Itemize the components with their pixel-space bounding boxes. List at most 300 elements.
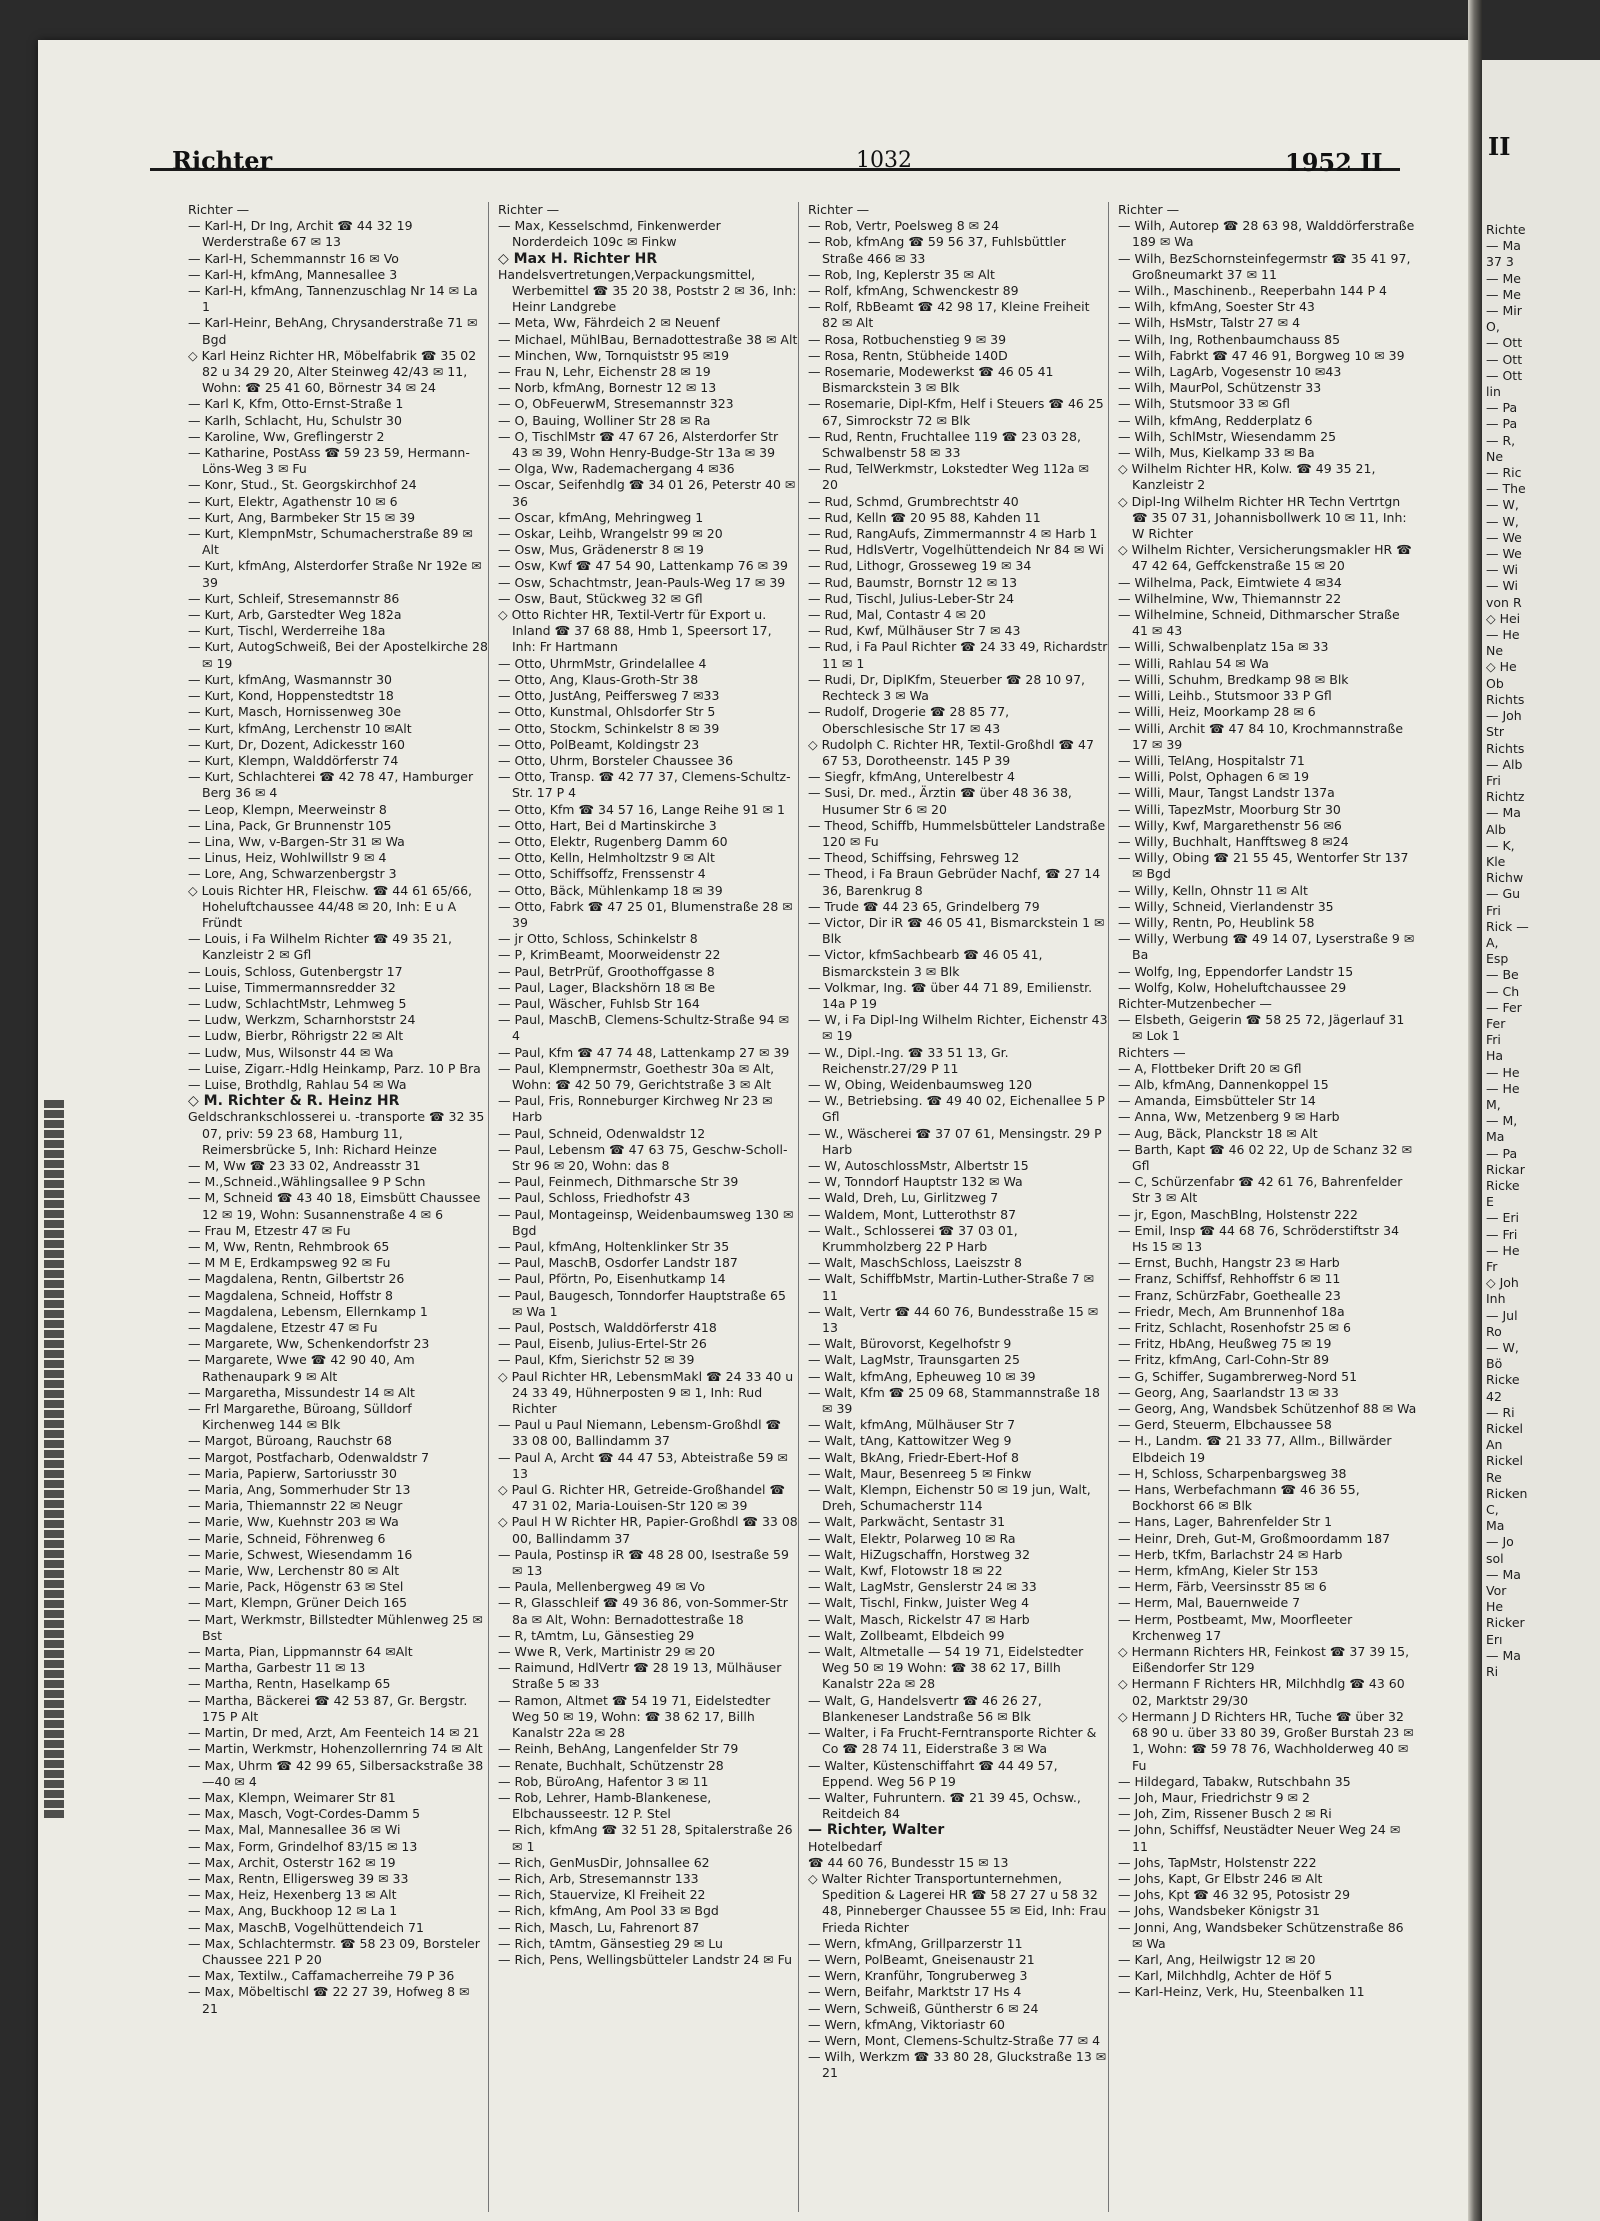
directory-entry: — Paul, Eisenb, Julius-Ertel-Str 26: [498, 1336, 707, 1352]
directory-entry: — Marie, Ww, Kuehnstr 203 ✉ Wa: [188, 1514, 399, 1530]
directory-entry: — Johs, Wandsbeker Königstr 31: [1118, 1903, 1320, 1919]
directory-entry: — Maria, Papierw, Sartoriusstr 30: [188, 1465, 397, 1481]
directory-entry: — Wilh, Fabrkt ☎ 47 46 91, Borgweg 10 ✉ 39: [1118, 347, 1405, 363]
column-head: Richter —: [808, 202, 870, 217]
directory-entry: — Wilh, Mus, Kielkamp 33 ✉ Ba: [1118, 445, 1315, 461]
directory-entry: — Otto, Kunstmal, Ohlsdorfer Str 5: [498, 704, 716, 720]
directory-entry: — Paul, kfmAng, Holtenklinker Str 35: [498, 1239, 730, 1254]
facing-page-edge: [1482, 60, 1600, 2221]
directory-entry: — Paul, Baugesch, Tonndorfer Hauptstraße 65 ✉ Wa 1: [498, 1287, 786, 1319]
facing-page-line: Alb: [1486, 821, 1506, 837]
directory-entry: — Wolfg, Ing, Eppendorfer Landstr 15: [1118, 963, 1354, 979]
directory-entry: — Paul, Schneid, Odenwaldstr 12: [498, 1125, 706, 1141]
directory-entry: — Walt, Masch, Rickelstr 47 ✉ Harb: [808, 1611, 1030, 1627]
page-year: 1952 II: [1285, 148, 1383, 177]
directory-entry: — Wwe R, Verk, Martinistr 29 ✉ 20: [498, 1644, 716, 1660]
directory-entry: — Meta, Ww, Fährdeich 2 ✉ Neuenf: [498, 315, 720, 331]
directory-entry: — John, Schiffsf, Neustädter Neuer Weg 24 ✉ 11: [1118, 1822, 1401, 1854]
directory-entry: — Rich, Masch, Lu, Fahrenort 87: [498, 1919, 700, 1935]
directory-entry: — Amanda, Eimsbütteler Str 14: [1118, 1093, 1316, 1109]
column-4: [1118, 202, 1418, 2212]
directory-entry: ◇ Hermann J D Richters HR, Tuche ☎ über 32 68 90 u. über 33 80 39, Großer Burstah 23 ✉ 1, Wohn: ☎ 59 78 76, Wachholderweg 40 ✉ Fu: [1118, 1708, 1414, 1773]
facing-page-line: — Ch: [1486, 983, 1520, 999]
directory-entry: — Emil, Insp ☎ 44 68 76, Schröderstiftstr 34 Hs 15 ✉ 13: [1118, 1222, 1400, 1254]
directory-entry: — Karl-Heinr, BehAng, Chrysanderstraße 71 ✉ Bgd: [188, 315, 478, 347]
directory-entry: ◇ Rudolph C. Richter HR, Textil-Großhdl ☎ 47 67 53, Dorotheenstr. 145 P 39: [808, 736, 1094, 768]
directory-entry: — Kurt, kfmAng, Lerchenstr 10 ✉Alt: [188, 720, 412, 736]
column-head: Richter —: [188, 202, 250, 217]
directory-entry: — W, AutoschlossMstr, Albertstr 15: [808, 1157, 1029, 1173]
directory-entry: — Frau N, Lehr, Eichenstr 28 ✉ 19: [498, 364, 711, 380]
directory-entry: — Rich, Arb, Stresemannstr 133: [498, 1870, 699, 1886]
facing-page-line: Ricken: [1486, 1485, 1528, 1501]
directory-entry: — Karl-Heinz, Verk, Hu, Steenbalken 11: [1118, 1984, 1365, 2000]
directory-entry: — Magdalena, Rentn, Gilbertstr 26: [188, 1271, 405, 1287]
directory-entry: — Willi, Polst, Ophagen 6 ✉ 19: [1118, 769, 1310, 785]
directory-entry: — Walt, HiZugschaffn, Horstweg 32: [808, 1546, 1031, 1562]
directory-entry: — Rosa, Rotbuchenstieg 9 ✉ 39: [808, 331, 1007, 347]
directory-entry: — Luise, Zigarr.-Hdlg Heinkamp, Parz. 10 P Bra: [188, 1060, 481, 1076]
directory-entry: — Willy, Kelln, Ohnstr 11 ✉ Alt: [1118, 882, 1308, 898]
facing-page-line: — Be: [1486, 967, 1519, 983]
directory-entry: — Victor, Dir iR ☎ 46 05 41, Bismarckstein 1 ✉ Blk: [808, 914, 1105, 947]
directory-entry: — Herm, kfmAng, Kieler Str 153: [1118, 1563, 1319, 1579]
directory-entry: — W, i Fa Dipl-Ing Wilhelm Richter, Eichenstr 43 ✉ 19: [808, 1012, 1108, 1044]
directory-entry: — Max, Klempn, Weimarer Str 81: [188, 1789, 396, 1805]
directory-entry: — Ludw, SchlachtMstr, Lehmweg 5: [188, 995, 407, 1011]
directory-entry: — Wolfg, Kolw, Hoheluftchaussee 29: [1118, 979, 1347, 995]
page-header: [150, 112, 1400, 177]
directory-entry: — jr, Egon, MaschBlng, Holstenstr 222: [1118, 1206, 1358, 1222]
directory-entry: Handelsvertretungen,Verpackungsmittel, Werbemittel ☎ 35 20 38, Poststr 2 ✉ 36, Inh: Heinr Landgrebe: [498, 266, 797, 315]
directory-entry: — Margot, Postfacharb, Odenwaldstr 7: [188, 1449, 430, 1465]
directory-entry: — Wilh, HsMstr, Talstr 27 ✉ 4: [1118, 315, 1301, 331]
directory-entry: — Oscar, Seifenhdlg ☎ 34 01 26, Peterstr 40 ✉ 36: [498, 477, 796, 509]
directory-entry: — Oscar, kfmAng, Mehringweg 1: [498, 509, 704, 525]
directory-entry: — Heinr, Dreh, Gut-M, Großmoordamm 187: [1118, 1530, 1391, 1546]
directory-entry: — O, ObFeuerwM, Stresemannstr 323: [498, 396, 734, 412]
facing-page-line: von R: [1486, 594, 1522, 610]
directory-entry: — Walt, Vertr ☎ 44 60 76, Bundesstraße 15 ✉ 13: [808, 1303, 1099, 1336]
directory-entry: — Paul A, Archt ☎ 44 47 53, Abteistraße 59 ✉ 13: [498, 1449, 788, 1481]
directory-entry: — jr Otto, Schloss, Schinkelstr 8: [498, 931, 698, 947]
directory-entry: — Oskar, Leihb, Wrangelstr 99 ✉ 20: [498, 526, 723, 542]
directory-entry: — Minchen, Ww, Tornquiststr 95 ✉19: [498, 347, 730, 363]
directory-entry: — Kurt, KlempnMstr, Schumacherstraße 89 ✉ Alt: [188, 526, 473, 558]
directory-entry: ◇ Wilhelm Richter HR, Kolw. ☎ 49 35 21, Kanzleistr 2: [1118, 461, 1376, 493]
directory-entry: — Kurt, Tischl, Werderreihe 18a: [188, 623, 386, 639]
facing-page-line: 37 3: [1486, 254, 1514, 270]
facing-page-line: — Ott: [1486, 367, 1523, 383]
facing-page-line: Ricke: [1486, 1177, 1520, 1193]
directory-entry: — Hildegard, Tabakw, Rutschbahn 35: [1118, 1773, 1351, 1789]
directory-entry: — Georg, Ang, Saarlandstr 13 ✉ 33: [1118, 1384, 1339, 1400]
directory-entry: — W., Betriebsing. ☎ 49 40 02, Eichenallee 5 P Gfl: [808, 1093, 1105, 1125]
directory-entry: — Kurt, Kond, Hoppenstedtstr 18: [188, 688, 394, 704]
facing-page-line: — Ri: [1486, 1404, 1515, 1420]
directory-entry: — Paul, Postsch, Walddörferstr 418: [498, 1320, 717, 1336]
directory-entry: — Paul, Fris, Ronneburger Kirchweg Nr 23 ✉ Harb: [498, 1093, 773, 1125]
facing-page-line: — Alb: [1486, 756, 1523, 772]
directory-entry: — Siegfr, kfmAng, Unterelbestr 4: [808, 769, 1015, 785]
directory-entry: — Paul, Klempnermstr, Goethestr 30a ✉ Alt, Wohn: ☎ 42 50 79, Gerichtstraße 3 ✉ Alt: [498, 1060, 775, 1092]
facing-page-line: — Ma: [1486, 805, 1521, 821]
directory-entry: — W., Wäscherei ☎ 37 07 61, Mensingstr. 29 P Harb: [808, 1125, 1102, 1157]
directory-entry: — Walter, i Fa Frucht-Ferntransporte Richter & Co ☎ 28 74 11, Eiderstraße 3 ✉ Wa: [808, 1725, 1097, 1757]
directory-entry: — Otto, Fabrk ☎ 47 25 01, Blumenstraße 28 ✉ 39: [498, 898, 793, 930]
directory-entry: — Max, Heiz, Hexenberg 13 ✉ Alt: [188, 1887, 397, 1903]
facing-page-line: Erı: [1486, 1631, 1503, 1647]
facing-page-line: — Joh: [1486, 708, 1522, 724]
directory-entry: — Otto, Stockm, Schinkelstr 8 ✉ 39: [498, 720, 720, 736]
directory-entry: — Otto, Kelln, Helmholtzstr 9 ✉ Alt: [498, 850, 715, 866]
directory-entry: — Otto, JustAng, Peiffersweg 7 ✉33: [498, 688, 720, 704]
directory-entry: ◇ Walter Richter Transportunternehmen, Spedition & Lagerei HR ☎ 58 27 27 u 58 32 48, Pinneberger Chaussee 55 ✉ Eid, Inh: Frau Frieda Richter: [808, 1870, 1107, 1935]
facing-page-line: M,: [1486, 1096, 1501, 1112]
directory-entry: — Rud, Baumstr, Bornstr 12 ✉ 13: [808, 574, 1018, 590]
facing-page-line: — Me: [1486, 270, 1521, 286]
directory-entry: Hotelbedarf: [808, 1838, 882, 1854]
directory-entry: — Otto, Uhrm, Borsteler Chaussee 36: [498, 752, 734, 768]
directory-entry: — Martha, Rentn, Haselkamp 65: [188, 1676, 391, 1692]
directory-entry: — W, Tonndorf Hauptstr 132 ✉ Wa: [808, 1174, 1023, 1190]
column-head: Richter —: [498, 202, 560, 217]
directory-entry: — Ernst, Buchh, Hangstr 23 ✉ Harb: [1118, 1255, 1340, 1271]
facing-page-column: [1486, 222, 1596, 1680]
facing-page-line: — Eri: [1486, 1210, 1519, 1226]
directory-entry: — Paul, Montageinsp, Weidenbaumsweg 130 ✉ Bgd: [498, 1206, 794, 1238]
directory-entry: — Ludw, Werkzm, Scharnhorststr 24: [188, 1012, 416, 1028]
directory-entry: — Margarete, Wwe ☎ 42 90 40, Am Rathenaupark 9 ✉ Alt: [188, 1352, 415, 1384]
facing-page-line: — W,: [1486, 513, 1519, 529]
facing-page-line: — We: [1486, 546, 1522, 562]
directory-entry: — Lore, Ang, Schwarzenbergstr 3: [188, 866, 397, 882]
directory-entry: — Rud, Lithogr, Grosseweg 19 ✉ 34: [808, 558, 1032, 574]
directory-entry: — Karl-H, kfmAng, Tannenzuschlag Nr 14 ✉ La 1: [188, 283, 478, 315]
directory-entry: — Wilhelmine, Schneid, Dithmarscher Straße 41 ✉ 43: [1118, 607, 1400, 639]
directory-entry: — Paul, Schloss, Friedhofstr 43: [498, 1190, 691, 1206]
directory-entry: — Wern, kfmAng, Viktoriastr 60: [808, 2016, 1005, 2032]
facing-page-line: Richts: [1486, 740, 1525, 756]
directory-entry: — Herb, tKfm, Barlachstr 24 ✉ Harb: [1118, 1546, 1343, 1562]
directory-entry: — G, Schiffer, Sugambrerweg-Nord 51: [1118, 1368, 1358, 1384]
directory-entry: — Kurt, Masch, Hornissenweg 30e: [188, 704, 402, 720]
directory-entry: — Marie, Schneid, Föhrenweg 6: [188, 1530, 386, 1546]
directory-entry: — Otto, Bäck, Mühlenkamp 18 ✉ 39: [498, 882, 723, 898]
directory-entry: — Rolf, RbBeamt ☎ 42 98 17, Kleine Freiheit 82 ✉ Alt: [808, 299, 1090, 331]
column-2: [498, 202, 799, 2212]
directory-entry: — Otto, Ang, Klaus-Groth-Str 38: [498, 671, 699, 687]
facing-page-line: — Gu: [1486, 886, 1521, 902]
facing-page-line: Richtz: [1486, 789, 1525, 805]
directory-entry: — Wilh, SchlMstr, Wiesendamm 25: [1118, 428, 1337, 444]
directory-entry: — Paul u Paul Niemann, Lebensm-Großhdl ☎ 33 08 00, Ballindamm 37: [498, 1417, 782, 1449]
directory-entry: — Max, Textilw., Caffamacherreihe 79 P 36: [188, 1968, 455, 1984]
directory-entry: — Olga, Ww, Rademachergang 4 ✉36: [498, 461, 735, 477]
directory-entry: — H, Schloss, Scharpenbargsweg 38: [1118, 1465, 1347, 1481]
directory-entry: ◇ Paul G. Richter HR, Getreide-Großhandel ☎ 47 31 02, Maria-Louisen-Str 120 ✉ 39: [498, 1482, 786, 1514]
directory-entry: — Kurt, kfmAng, Wasmannstr 30: [188, 671, 392, 687]
directory-entry: — Walt., Schlosserei ☎ 37 03 01, Krummholzberg 22 P Harb: [808, 1222, 1018, 1254]
directory-entry: — Kurt, Elektr, Agathenstr 10 ✉ 6: [188, 493, 398, 509]
directory-entry: — Willy, Buchhalt, Hanfftsweg 8 ✉24: [1118, 833, 1349, 849]
directory-entry: — Walt, Altmetalle — 54 19 71, Eidelstedter Weg 50 ✉ 19 Wohn: ☎ 38 62 17, Billh Kanalstr 22a ✉ 28: [808, 1644, 1084, 1692]
directory-entry: — Wilh, Autorep ☎ 28 63 98, Walddörferstraße 189 ✉ Wa: [1118, 218, 1415, 250]
directory-entry: — Osw, Kwf ☎ 47 54 90, Lattenkamp 76 ✉ 39: [498, 558, 788, 574]
directory-entry: — W, Obing, Weidenbaumsweg 120: [808, 1076, 1033, 1092]
directory-entry: — Kurt, Klempn, Walddörferstr 74: [188, 752, 399, 768]
directory-entry: — Martha, Garbestr 11 ✉ 13: [188, 1660, 366, 1676]
directory-entry: — Karl, Ang, Heilwigstr 12 ✉ 20: [1118, 1951, 1316, 1967]
directory-entry: — Otto, Schiffsoffz, Frenssenstr 4: [498, 866, 706, 882]
directory-entry: — Osw, Mus, Grädenerstr 8 ✉ 19: [498, 542, 704, 558]
facing-page-line: Richts: [1486, 691, 1525, 707]
directory-page: [38, 40, 1468, 2221]
directory-entry: — M, Ww ☎ 23 33 02, Andreasstr 31: [188, 1157, 421, 1173]
directory-entry: — Walt, Bürovorst, Kegelhofstr 9: [808, 1336, 1012, 1352]
directory-entry: — Aug, Bäck, Planckstr 18 ✉ Alt: [1118, 1125, 1318, 1141]
directory-entry: — Rob, Vertr, Poelsweg 8 ✉ 24: [808, 218, 1000, 234]
directory-entry: ◇ M. Richter & R. Heinz HR: [188, 1093, 400, 1110]
facing-page-line: — Pa: [1486, 1145, 1518, 1161]
directory-entry: — Hans, Lager, Bahrenfelder Str 1: [1118, 1514, 1333, 1530]
facing-page-line: Ob: [1486, 675, 1504, 691]
facing-page-line: — W,: [1486, 497, 1519, 513]
directory-entry: — Paul, Kfm, Sierichstr 52 ✉ 39: [498, 1352, 695, 1368]
directory-entry: — Willi, TapezMstr, Moorburg Str 30: [1118, 801, 1341, 817]
directory-entry: — Walt, kfmAng, Mülhäuser Str 7: [808, 1417, 1016, 1433]
facing-page-line: — Mir: [1486, 303, 1522, 319]
directory-columns: [188, 202, 1418, 2212]
directory-entry: — Willi, Schuhm, Bredkamp 98 ✉ Blk: [1118, 671, 1349, 687]
directory-entry: ◇ Paul H W Richter HR, Papier-Großhdl ☎ 33 08 00, Ballindamm 37: [498, 1514, 798, 1546]
directory-entry: — Ludw, Bierbr, Röhrigstr 22 ✉ Alt: [188, 1028, 404, 1044]
directory-entry: — Rob, Lehrer, Hamb-Blankenese, Elbchausseestr. 12 P. Stel: [498, 1789, 712, 1822]
facing-page-line: Rickel: [1486, 1421, 1523, 1437]
facing-page-line: ◇ Hei: [1486, 610, 1521, 626]
directory-entry: — Lina, Pack, Gr Brunnenstr 105: [188, 817, 392, 833]
directory-entry: — Willy, Rentn, Po, Heublink 58: [1118, 914, 1315, 930]
directory-entry: Geldschrankschlosserei u. -transporte ☎ 32 35 07, priv: 59 23 68, Hamburg 11, Reimersbrücke 5, Inh: Richard Heinze: [188, 1109, 485, 1157]
directory-entry: — Joh, Zim, Rissener Busch 2 ✉ Ri: [1118, 1806, 1332, 1822]
facing-page-line: — R,: [1486, 432, 1516, 448]
directory-entry: — Kurt, kfmAng, Alsterdorfer Straße Nr 192e ✉ 39: [188, 558, 482, 590]
directory-entry: — R, Glasschleif ☎ 49 36 86, von-Sommer-Str 8a ✉ Alt, Wohn: Bernadottestraße 18: [498, 1595, 788, 1627]
facing-page-line: Ne: [1486, 448, 1504, 464]
directory-entry: — Volkmar, Ing. ☎ über 44 71 89, Emilienstr. 14a P 19: [808, 979, 1093, 1011]
directory-entry: — Rich, Stauervize, Kl Freiheit 22: [498, 1887, 706, 1903]
directory-entry: — Max, Rentn, Elligersweg 39 ✉ 33: [188, 1870, 409, 1886]
directory-entry: — Kurt, Arb, Garstedter Weg 182a: [188, 607, 402, 623]
directory-entry: — Walt, Zollbeamt, Elbdeich 99: [808, 1627, 1005, 1643]
directory-entry: — Max, Ang, Buckhoop 12 ✉ La 1: [188, 1903, 398, 1919]
directory-entry: — P, KrimBeamt, Moorweidenstr 22: [498, 947, 721, 963]
directory-entry: — Rich, kfmAng, Am Pool 33 ✉ Bgd: [498, 1903, 719, 1919]
directory-entry: — O, TischlMstr ☎ 47 67 26, Alsterdorfer Str 43 ✉ 39, Wohn Henry-Budge-Str 13a ✉ 39: [498, 428, 779, 461]
directory-entry: — Louis, i Fa Wilhelm Richter ☎ 49 35 21, Kanzleistr 2 ✉ Gfl: [188, 931, 452, 963]
directory-entry: — Otto, Kfm ☎ 34 57 16, Lange Reihe 91 ✉ 1: [498, 801, 785, 817]
directory-entry: — Fritz, kfmAng, Carl-Cohn-Str 89: [1118, 1352, 1330, 1368]
directory-entry: — Paul, BetrPrüf, Groothoffgasse 8: [498, 963, 715, 979]
facing-page-line: Richw: [1486, 870, 1524, 886]
facing-page-line: — Pa: [1486, 400, 1518, 416]
facing-page-line: Richte: [1486, 222, 1526, 237]
directory-entry: — Willi, Archit ☎ 47 84 10, Krochmannstraße 17 ✉ 39: [1118, 720, 1404, 752]
directory-entry: — Mart, Klempn, Grüner Deich 165: [188, 1595, 408, 1611]
directory-entry: — Rud, Kwf, Mülhäuser Str 7 ✉ 43: [808, 623, 1021, 639]
directory-entry: — M, Ww, Rentn, Rehmbrook 65: [188, 1239, 390, 1254]
facing-page-line: — Ott: [1486, 351, 1523, 367]
directory-entry: — Willy, Schneid, Vierlandenstr 35: [1118, 898, 1334, 914]
directory-entry: — Wern, Kranführ, Tongruberweg 3: [808, 1968, 1028, 1984]
facing-page-line: — He: [1486, 1080, 1520, 1096]
directory-entry: — Rob, BüroAng, Hafentor 3 ✉ 11: [498, 1773, 709, 1789]
directory-entry: — Paula, Postinsp iR ☎ 48 28 00, Isestraße 59 ✉ 13: [498, 1546, 789, 1579]
facing-page-line: Inh: [1486, 1291, 1506, 1307]
directory-entry: — Wilh, kfmAng, Soester Str 43: [1118, 299, 1315, 315]
directory-entry: — Martin, Dr med, Arzt, Am Feenteich 14 ✉ 21: [188, 1725, 480, 1741]
directory-entry: — Willi, Maur, Tangst Landstr 137a: [1118, 785, 1335, 801]
directory-entry: — Richter, Walter: [808, 1822, 945, 1839]
page-number: 1032: [856, 148, 912, 173]
directory-entry: — Wald, Dreh, Lu, Girlitzweg 7: [808, 1190, 999, 1206]
directory-entry: — Walter, Fuhruntern. ☎ 21 39 45, Ochsw., Reitdeich 84: [808, 1789, 1081, 1822]
directory-entry: — Rich, Pens, Wellingsbütteler Landstr 24 ✉ Fu: [498, 1951, 793, 1967]
facing-page-line: — Ma: [1486, 1566, 1521, 1582]
directory-entry: — Rosa, Rentn, Stübheide 140D: [808, 347, 1008, 363]
directory-entry: — Walt, Elektr, Polarweg 10 ✉ Ra: [808, 1530, 1016, 1546]
facing-page-line: ◇ Joh: [1486, 1275, 1519, 1291]
directory-entry: — Friedr, Mech, Am Brunnenhof 18a: [1118, 1303, 1345, 1319]
directory-entry: — Frl Margarethe, Büroang, Sülldorf Kirchenweg 144 ✉ Blk: [188, 1401, 412, 1433]
directory-entry: — Wilh, Werkzm ☎ 33 80 28, Gluckstraße 13 ✉ 21: [808, 2049, 1107, 2081]
facing-page-line: Re: [1486, 1469, 1502, 1485]
directory-entry: — Max, Schlachtermstr. ☎ 58 23 09, Borsteler Chaussee 221 P 20: [188, 1935, 480, 1967]
directory-entry: — Marie, Ww, Lerchenstr 80 ✉ Alt: [188, 1563, 400, 1579]
facing-page-head: II: [1488, 132, 1511, 161]
facing-page-line: — Jo: [1486, 1534, 1514, 1550]
directory-entry: — Lina, Ww, v-Bargen-Str 31 ✉ Wa: [188, 833, 405, 849]
directory-entry: — Paul, Kfm ☎ 47 74 48, Lattenkamp 27 ✉ 39: [498, 1044, 790, 1060]
directory-entry: — Karl-H, kfmAng, Mannesallee 3: [188, 266, 398, 282]
facing-page-line: O,: [1486, 319, 1500, 335]
facing-page-line: Ne: [1486, 643, 1504, 659]
directory-entry: — Rich, GenMusDir, Johnsallee 62: [498, 1854, 710, 1870]
directory-entry: — Otto, Transp. ☎ 42 77 37, Clemens-Schultz-Str. 17 P 4: [498, 769, 791, 801]
facing-page-line: Fer: [1486, 1015, 1506, 1031]
directory-entry: — Wern, Mont, Clemens-Schultz-Straße 77 ✉ 4: [808, 2032, 1101, 2048]
facing-page-line: Ricke: [1486, 1372, 1520, 1388]
directory-entry: — Rob, kfmAng ☎ 59 56 37, Fuhlsbüttler Straße 466 ✉ 33: [808, 234, 1066, 266]
directory-entry: — Karoline, Ww, Greflingerstr 2: [188, 428, 385, 444]
directory-entry: — Barth, Kapt ☎ 46 02 22, Up de Schanz 32 ✉ Gfl: [1118, 1141, 1413, 1173]
directory-entry: — Wern, Schweiß, Güntherstr 6 ✉ 24: [808, 2000, 1039, 2016]
facing-page-line: — W,: [1486, 1340, 1519, 1356]
directory-entry: — Rud, i Fa Paul Richter ☎ 24 33 49, Richardstr 11 ✉ 1: [808, 639, 1108, 671]
directory-entry: — R, tAmtm, Lu, Gänsestieg 29: [498, 1627, 695, 1643]
directory-entry: — Walt, MaschSchloss, Laeiszstr 8: [808, 1255, 1022, 1271]
directory-entry: — Fritz, Schlacht, Rosenhofstr 25 ✉ 6: [1118, 1320, 1351, 1336]
directory-entry: — Wilh, kfmAng, Redderplatz 6: [1118, 412, 1313, 428]
directory-entry: — Rich, kfmAng ☎ 32 51 28, Spitalerstraße 26 ✉ 1: [498, 1822, 793, 1854]
directory-entry: — Paul, Lager, Blackshörn 18 ✉ Be: [498, 979, 716, 995]
directory-entry: — M M E, Erdkampsweg 92 ✉ Fu: [188, 1255, 391, 1271]
directory-entry: — M, Schneid ☎ 43 40 18, Eimsbütt Chaussee 12 ✉ 19, Wohn: Susannenstraße 4 ✉ 6: [188, 1190, 481, 1222]
running-head-name: Richter: [172, 146, 273, 175]
side-stamp-text: [44, 1100, 64, 1820]
facing-page-line: — The: [1486, 481, 1526, 497]
facing-page-line: Ma: [1486, 1518, 1505, 1534]
directory-entry: ◇ Otto Richter HR, Textil-Vertr für Export u. Inland ☎ 37 68 88, Hmb 1, Speersort 17, Inh: Fr Hartmann: [498, 607, 772, 655]
facing-page-line: Vor: [1486, 1583, 1507, 1599]
directory-entry: — Magdalene, Etzestr 47 ✉ Fu: [188, 1320, 378, 1336]
directory-entry: — Reinh, BehAng, Langenfelder Str 79: [498, 1741, 739, 1757]
directory-entry: — Victor, kfmSachbearb ☎ 46 05 41, Bismarckstein 3 ✉ Blk: [808, 947, 1043, 979]
directory-entry: — Wilh., Maschinenb., Reeperbahn 144 P 4: [1118, 283, 1387, 299]
directory-entry: — Paul, Pförtn, Po, Eisenhutkamp 14: [498, 1271, 726, 1287]
directory-entry: — Karl-H, Schemmannstr 16 ✉ Vo: [188, 250, 399, 266]
facing-page-line: — Fri: [1486, 1226, 1518, 1242]
directory-entry: — Walt, Tischl, Finkw, Juister Weg 4: [808, 1595, 1030, 1611]
directory-entry: — Kurt, Dr, Dozent, Adickesstr 160: [188, 736, 405, 752]
directory-entry: — Waldem, Mont, Lutterothstr 87: [808, 1206, 1017, 1222]
directory-entry: — Hans, Werbefachmann ☎ 46 36 55, Bockhorst 66 ✉ Blk: [1118, 1482, 1360, 1514]
directory-entry: Richter-Mutzenbecher —: [1118, 995, 1272, 1011]
directory-entry: — Magdalena, Schneid, Hoffstr 8: [188, 1287, 393, 1303]
directory-entry: — Kurt, Schleif, Stresemannstr 86: [188, 590, 400, 606]
directory-entry: — W., Dipl.-Ing. ☎ 33 51 13, Gr. Reichenstr.27/29 P 11: [808, 1044, 1009, 1076]
directory-entry: — C, Schürzenfabr ☎ 42 61 76, Bahrenfelder Str 3 ✉ Alt: [1118, 1174, 1403, 1206]
directory-entry: — Herm, Postbeamt, Mw, Moorfleeter Krchenweg 17: [1118, 1611, 1353, 1643]
directory-entry: — Mart, Werkmstr, Billstedter Mühlenweg 25 ✉ Bst: [188, 1611, 483, 1643]
facing-page-line: — Wi: [1486, 562, 1519, 578]
directory-entry: — Franz, Schiffsf, Rehhoffstr 6 ✉ 11: [1118, 1271, 1341, 1287]
directory-entry: — Walt, SchiffbMstr, Martin-Luther-Straße 7 ✉ 11: [808, 1271, 1095, 1303]
directory-entry: — Karl K, Kfm, Otto-Ernst-Straße 1: [188, 396, 404, 412]
directory-entry: — Paul, Lebensm ☎ 47 63 75, Geschw-Scholl-Str 96 ✉ 20, Wohn: das 8: [498, 1141, 788, 1173]
facing-page-line: Ricker: [1486, 1615, 1525, 1631]
directory-entry: — Luise, Timmermannsredder 32: [188, 979, 396, 995]
directory-entry: — Osw, Baut, Stückweg 32 ✉ Gfl: [498, 590, 703, 606]
facing-page-line: Rickel: [1486, 1453, 1523, 1469]
directory-entry: — Franz, SchürzFabr, Goethealle 23: [1118, 1287, 1341, 1303]
directory-entry: — Rud, Tischl, Julius-Leber-Str 24: [808, 590, 1015, 606]
directory-entry: — Wilh, LagArb, Vogesenstr 10 ✉43: [1118, 364, 1342, 380]
directory-entry: — Karlh, Schlacht, Hu, Schulstr 30: [188, 412, 402, 428]
directory-entry: — Rud, TelWerkmstr, Lokstedter Weg 112a ✉ 20: [808, 461, 1090, 493]
directory-entry: — Willi, TelAng, Hospitalstr 71: [1118, 752, 1305, 768]
directory-entry: — Frau M, Etzestr 47 ✉ Fu: [188, 1222, 351, 1238]
directory-entry: — Walt, tAng, Kattowitzer Weg 9: [808, 1433, 1012, 1449]
directory-entry: — Walt, BkAng, Friedr-Ebert-Hof 8: [808, 1449, 1019, 1465]
directory-entry: — Gerd, Steuerm, Elbchaussee 58: [1118, 1417, 1332, 1433]
directory-entry: — Theod, Schiffb, Hummelsbütteler Landstraße 120 ✉ Fu: [808, 817, 1106, 849]
directory-entry: — Max, Archit, Osterstr 162 ✉ 19: [188, 1854, 396, 1870]
facing-page-line: Fri: [1486, 772, 1501, 788]
facing-page-line: lin: [1486, 384, 1501, 400]
directory-entry: — Kurt, Ang, Barmbeker Str 15 ✉ 39: [188, 509, 416, 525]
directory-entry: — Margot, Büroang, Rauchstr 68: [188, 1433, 392, 1449]
directory-entry: — Paul, MaschB, Osdorfer Landstr 187: [498, 1255, 738, 1271]
directory-entry: — Max, MaschB, Vogelhüttendeich 71: [188, 1919, 424, 1935]
directory-entry: — Wilh, MaurPol, Schützenstr 33: [1118, 380, 1322, 396]
directory-entry: — Willi, Leihb., Stutsmoor 33 P Gfl: [1118, 688, 1332, 704]
directory-entry: — Marta, Pian, Lippmannstr 64 ✉Alt: [188, 1644, 413, 1660]
directory-entry: ◇ Wilhelm Richter, Versicherungsmakler HR ☎ 47 42 64, Geffckenstraße 15 ✉ 20: [1118, 542, 1412, 574]
facing-page-line: — K,: [1486, 837, 1515, 853]
directory-entry: — Johs, TapMstr, Holstenstr 222: [1118, 1854, 1317, 1870]
directory-entry: — Rud, Mal, Contastr 4 ✉ 20: [808, 607, 986, 623]
